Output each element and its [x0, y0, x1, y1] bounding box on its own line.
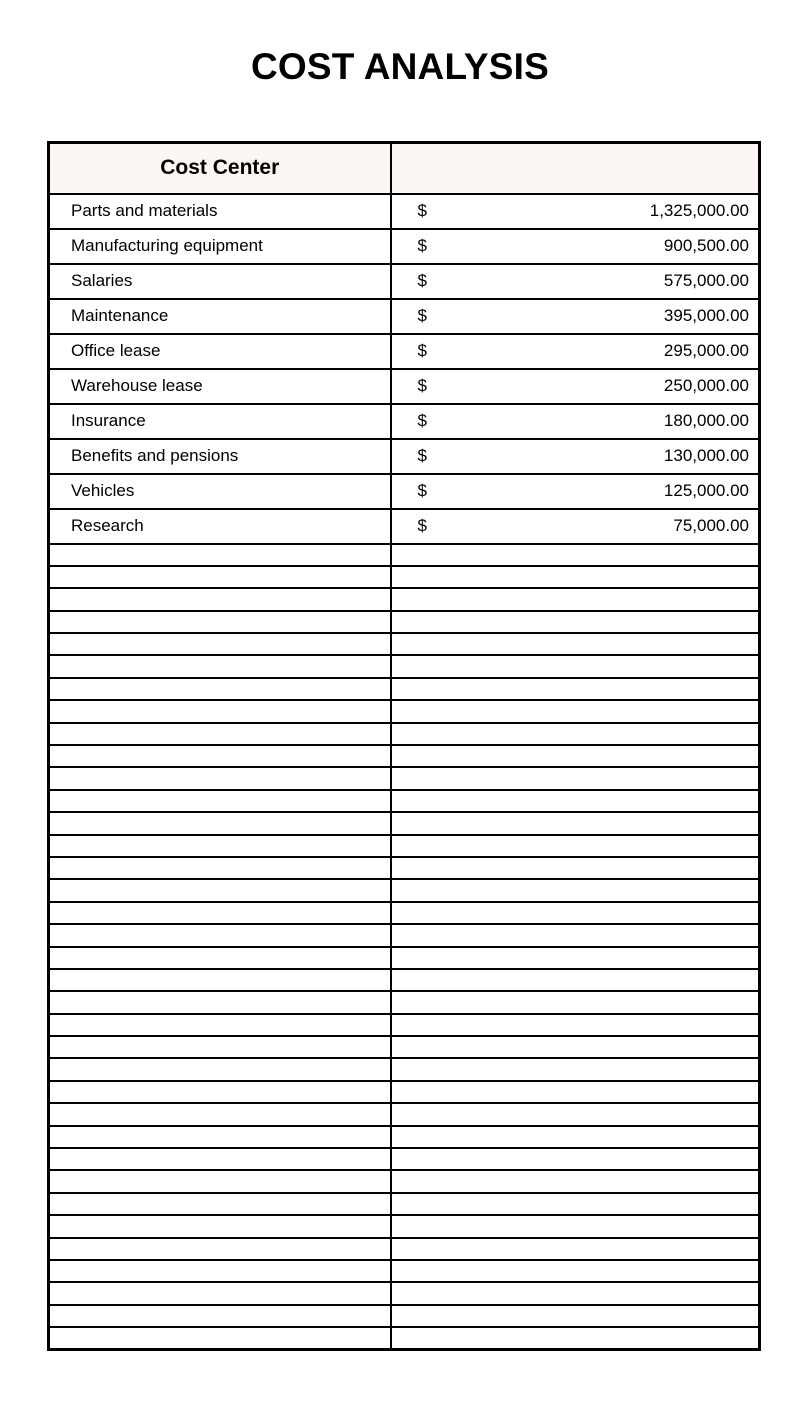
empty-row: [49, 566, 760, 588]
amount-value: 395,000.00: [663, 306, 749, 325]
empty-name-cell[interactable]: [49, 566, 391, 588]
empty-row: [49, 1193, 760, 1215]
page-title: COST ANALYSIS: [251, 46, 549, 87]
cost-center-name[interactable]: Vehicles: [49, 474, 391, 509]
empty-name-cell[interactable]: [49, 812, 391, 834]
amount-cell[interactable]: [391, 509, 760, 544]
empty-name-cell[interactable]: [49, 969, 391, 991]
empty-name-cell[interactable]: [49, 611, 391, 633]
amount-wrap: [392, 481, 759, 501]
empty-name-cell[interactable]: [49, 1014, 391, 1036]
empty-name-cell[interactable]: [49, 790, 391, 812]
empty-row: [49, 678, 760, 700]
empty-amount-cell[interactable]: [391, 745, 760, 767]
empty-name-cell[interactable]: [49, 902, 391, 924]
empty-name-cell[interactable]: [49, 835, 391, 857]
amount-wrap: [392, 236, 759, 256]
currency-symbol: $: [417, 236, 427, 255]
empty-row: [49, 655, 760, 677]
empty-amount-cell[interactable]: [391, 1036, 760, 1058]
table-row: [49, 334, 760, 369]
amount-value: 75,000.00: [673, 516, 749, 535]
empty-name-cell[interactable]: [49, 1058, 391, 1080]
empty-name-cell[interactable]: [49, 633, 391, 655]
empty-row: [49, 902, 760, 924]
empty-row: [49, 1036, 760, 1058]
table-row: [49, 194, 760, 229]
empty-amount-cell[interactable]: [391, 611, 760, 633]
empty-amount-cell[interactable]: [391, 947, 760, 969]
amount-wrap: [392, 306, 759, 326]
amount-cell[interactable]: [391, 474, 760, 509]
empty-row: [49, 835, 760, 857]
empty-name-cell[interactable]: [49, 1193, 391, 1215]
amount-wrap: [392, 411, 759, 431]
amount-cell[interactable]: [391, 404, 760, 439]
empty-amount-cell[interactable]: [391, 655, 760, 677]
empty-name-cell[interactable]: [49, 544, 391, 566]
empty-row: [49, 1081, 760, 1103]
empty-row: [49, 924, 760, 946]
empty-name-cell[interactable]: [49, 1036, 391, 1058]
currency-symbol: $: [417, 341, 427, 360]
empty-amount-cell[interactable]: [391, 1103, 760, 1125]
table-row: [49, 404, 760, 439]
empty-row: [49, 1014, 760, 1036]
amount-cell[interactable]: [391, 369, 760, 404]
empty-amount-cell[interactable]: [391, 1282, 760, 1304]
amount-value: 295,000.00: [663, 341, 749, 360]
empty-name-cell[interactable]: [49, 947, 391, 969]
amount-value: 180,000.00: [663, 411, 749, 430]
cost-center-name[interactable]: Salaries: [49, 264, 391, 299]
empty-row: [49, 969, 760, 991]
amount-wrap: [392, 376, 759, 396]
empty-amount-cell[interactable]: [391, 588, 760, 610]
amount-wrap: [392, 271, 759, 291]
cost-center-name[interactable]: Warehouse lease: [49, 369, 391, 404]
table-row: [49, 369, 760, 404]
empty-row: [49, 1126, 760, 1148]
empty-name-cell[interactable]: [49, 745, 391, 767]
empty-name-cell[interactable]: [49, 1103, 391, 1125]
empty-amount-cell[interactable]: [391, 544, 760, 566]
cost-center-name[interactable]: Benefits and pensions: [49, 439, 391, 474]
empty-name-cell[interactable]: [49, 1126, 391, 1148]
empty-row: [49, 1058, 760, 1080]
currency-symbol: $: [417, 411, 427, 430]
amount-header: [391, 143, 760, 194]
empty-amount-cell[interactable]: [391, 790, 760, 812]
empty-name-cell[interactable]: [49, 857, 391, 879]
table-row: [49, 264, 760, 299]
empty-amount-cell[interactable]: [391, 1148, 760, 1170]
empty-amount-cell[interactable]: [391, 633, 760, 655]
amount-cell[interactable]: [391, 299, 760, 334]
empty-name-cell[interactable]: [49, 1260, 391, 1282]
empty-row: [49, 991, 760, 1013]
cost-center-name[interactable]: Parts and materials: [49, 194, 391, 229]
cost-center-name[interactable]: Research: [49, 509, 391, 544]
empty-row: [49, 588, 760, 610]
empty-row: [49, 790, 760, 812]
empty-amount-cell[interactable]: [391, 857, 760, 879]
currency-symbol: $: [417, 481, 427, 500]
empty-row: [49, 857, 760, 879]
empty-row: [49, 1238, 760, 1260]
table-row: [49, 439, 760, 474]
empty-name-cell[interactable]: [49, 1305, 391, 1327]
empty-amount-cell[interactable]: [391, 1238, 760, 1260]
amount-cell[interactable]: [391, 439, 760, 474]
empty-row: [49, 1305, 760, 1327]
amount-wrap: [392, 516, 759, 536]
currency-symbol: $: [417, 376, 427, 395]
currency-symbol: $: [417, 516, 427, 535]
empty-row: [49, 700, 760, 722]
empty-amount-cell[interactable]: [391, 566, 760, 588]
empty-amount-cell[interactable]: [391, 1260, 760, 1282]
empty-name-cell[interactable]: [49, 1081, 391, 1103]
empty-row: [49, 723, 760, 745]
table-row: [49, 299, 760, 334]
cost-center-header: Cost Center: [49, 143, 391, 194]
empty-row: [49, 745, 760, 767]
empty-amount-cell[interactable]: [391, 991, 760, 1013]
cost-center-name[interactable]: Maintenance: [49, 299, 391, 334]
empty-amount-cell[interactable]: [391, 1327, 760, 1349]
empty-name-cell[interactable]: [49, 1170, 391, 1192]
empty-row: [49, 767, 760, 789]
empty-name-cell[interactable]: [49, 588, 391, 610]
empty-amount-cell[interactable]: [391, 1193, 760, 1215]
amount-value: 125,000.00: [663, 481, 749, 500]
amount-wrap: [392, 201, 759, 221]
empty-row: [49, 812, 760, 834]
empty-amount-cell[interactable]: [391, 767, 760, 789]
amount-cell[interactable]: [391, 334, 760, 369]
empty-amount-cell[interactable]: [391, 969, 760, 991]
empty-name-cell[interactable]: [49, 767, 391, 789]
empty-row: [49, 1327, 760, 1349]
amount-value: 250,000.00: [663, 376, 749, 395]
currency-symbol: $: [417, 446, 427, 465]
empty-amount-cell[interactable]: [391, 1014, 760, 1036]
amount-cell[interactable]: [391, 229, 760, 264]
empty-name-cell[interactable]: [49, 1282, 391, 1304]
amount-wrap: [392, 341, 759, 361]
empty-amount-cell[interactable]: [391, 1126, 760, 1148]
empty-name-cell[interactable]: [49, 1148, 391, 1170]
empty-amount-cell[interactable]: [391, 1215, 760, 1237]
currency-symbol: $: [417, 201, 427, 220]
empty-row: [49, 633, 760, 655]
empty-row: [49, 1103, 760, 1125]
empty-name-cell[interactable]: [49, 1215, 391, 1237]
empty-name-cell[interactable]: [49, 1327, 391, 1349]
empty-amount-cell[interactable]: [391, 835, 760, 857]
empty-row: [49, 611, 760, 633]
empty-row: [49, 1215, 760, 1237]
empty-row: [49, 1260, 760, 1282]
empty-name-cell[interactable]: [49, 924, 391, 946]
empty-row: [49, 1148, 760, 1170]
currency-symbol: $: [417, 271, 427, 290]
cost-table: [47, 141, 761, 1351]
empty-amount-cell[interactable]: [391, 1058, 760, 1080]
cost-center-name[interactable]: Manufacturing equipment: [49, 229, 391, 264]
empty-amount-cell[interactable]: [391, 902, 760, 924]
cost-center-name[interactable]: Office lease: [49, 334, 391, 369]
empty-row: [49, 1170, 760, 1192]
empty-amount-cell[interactable]: [391, 812, 760, 834]
empty-name-cell[interactable]: [49, 991, 391, 1013]
header-row: [49, 143, 760, 194]
empty-amount-cell[interactable]: [391, 879, 760, 901]
empty-row: [49, 879, 760, 901]
amount-value: 130,000.00: [663, 446, 749, 465]
empty-row: [49, 947, 760, 969]
empty-amount-cell[interactable]: [391, 924, 760, 946]
empty-name-cell[interactable]: [49, 700, 391, 722]
empty-amount-cell[interactable]: [391, 678, 760, 700]
empty-row: [49, 1282, 760, 1304]
empty-name-cell[interactable]: [49, 879, 391, 901]
table-row: [49, 509, 760, 544]
table-row: [49, 229, 760, 264]
empty-row: [49, 544, 760, 566]
table-body: [49, 194, 760, 1350]
empty-amount-cell[interactable]: [391, 1170, 760, 1192]
amount-value: 1,325,000.00: [649, 201, 749, 220]
empty-name-cell[interactable]: [49, 655, 391, 677]
cost-center-name[interactable]: Insurance: [49, 404, 391, 439]
currency-symbol: $: [417, 306, 427, 325]
amount-value: 900,500.00: [663, 236, 749, 255]
empty-name-cell[interactable]: [49, 678, 391, 700]
amount-wrap: [392, 446, 759, 466]
empty-amount-cell[interactable]: [391, 1305, 760, 1327]
amount-cell[interactable]: [391, 264, 760, 299]
table-row: [49, 474, 760, 509]
empty-amount-cell[interactable]: [391, 1081, 760, 1103]
empty-name-cell[interactable]: [49, 723, 391, 745]
empty-amount-cell[interactable]: [391, 723, 760, 745]
amount-value: 575,000.00: [663, 271, 749, 290]
amount-cell[interactable]: [391, 194, 760, 229]
empty-amount-cell[interactable]: [391, 700, 760, 722]
empty-name-cell[interactable]: [49, 1238, 391, 1260]
